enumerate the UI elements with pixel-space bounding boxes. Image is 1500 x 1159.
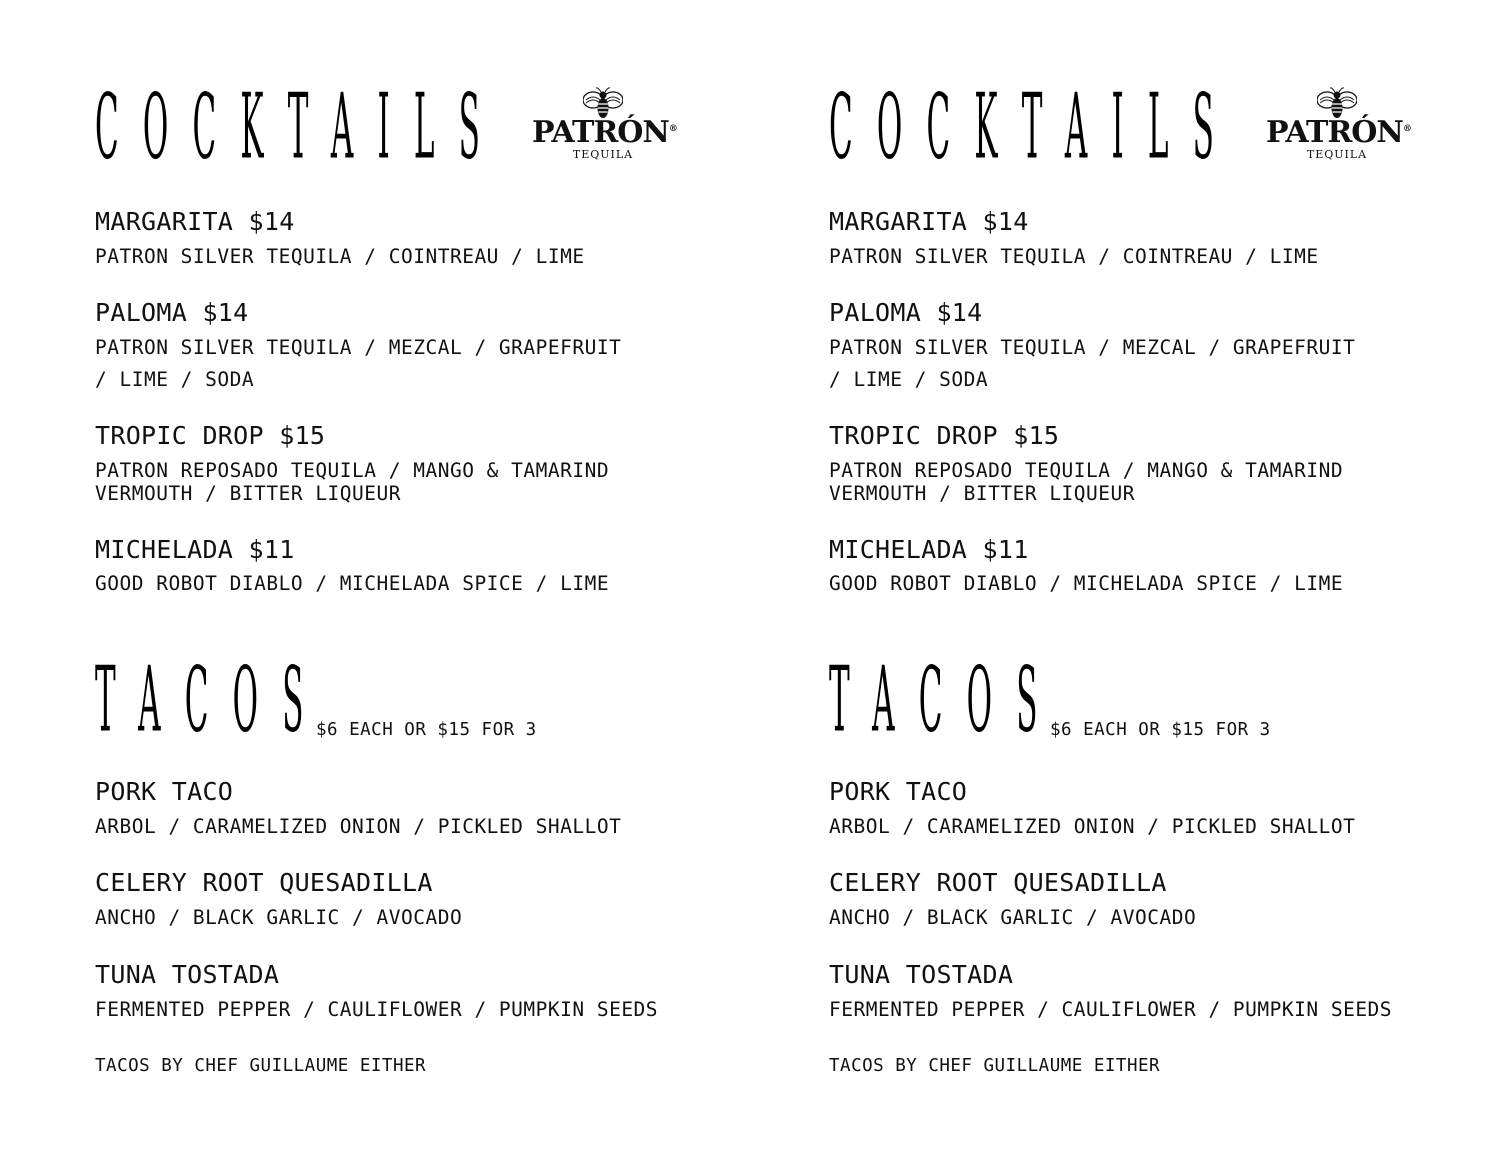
taco-name: TUNA TOSTADA [829, 960, 1014, 989]
taco-description: ARBOL / CARAMELIZED ONION / PICKLED SHALLOT [829, 815, 1356, 838]
cocktails-heading: COCKTAILS [95, 73, 505, 180]
cocktail-description-line: / LIME / SODA [95, 368, 255, 391]
tacos-price-note: $6 EACH OR $15 FOR 3 [1050, 720, 1271, 740]
taco-description: ANCHO / BLACK GARLIC / AVOCADO [95, 906, 463, 929]
cocktail-description: PATRON SILVER TEQUILA / COINTREAU / LIME [829, 245, 1319, 268]
cocktail-description: GOOD ROBOT DIABLO / MICHELADA SPICE / LIME [95, 572, 610, 595]
menu-card-right [829, 0, 1500, 1159]
cocktail-description-line: PATRON REPOSADO TEQUILA / MANGO & TAMARIND [829, 459, 1344, 482]
tacos-heading: TACOS [95, 646, 328, 753]
brand-subtitle: TEQUILA [1306, 148, 1368, 161]
taco-name: TUNA TOSTADA [95, 960, 280, 989]
registered-mark: ® [668, 124, 678, 134]
menu-card-left [95, 0, 795, 1159]
cocktail-name: PALOMA $14 [95, 298, 249, 327]
cocktail-description-line: VERMOUTH / BITTER LIQUEUR [829, 482, 1135, 505]
taco-name: CELERY ROOT QUESADILLA [829, 868, 1167, 897]
brand-name: PATRÓN [532, 115, 669, 150]
taco-description: FERMENTED PEPPER / CAULIFLOWER / PUMPKIN SEEDS [829, 998, 1393, 1021]
cocktail-name: MICHELADA $11 [95, 535, 295, 564]
tacos-price-note: $6 EACH OR $15 FOR 3 [316, 720, 537, 740]
cocktail-name: TROPIC DROP $15 [829, 421, 1060, 450]
cocktails-heading: COCKTAILS [829, 73, 1239, 180]
cocktail-name: TROPIC DROP $15 [95, 421, 326, 450]
cocktail-description-line: PATRON SILVER TEQUILA / MEZCAL / GRAPEFRUIT [95, 336, 622, 359]
taco-description: ANCHO / BLACK GARLIC / AVOCADO [829, 906, 1197, 929]
taco-name: PORK TACO [829, 777, 968, 806]
cocktail-name: MICHELADA $11 [829, 535, 1029, 564]
taco-name: PORK TACO [95, 777, 234, 806]
cocktail-description-line: PATRON REPOSADO TEQUILA / MANGO & TAMARIND [95, 459, 610, 482]
patron-logo [1266, 86, 1412, 172]
patron-logo [532, 86, 678, 172]
cocktail-name: MARGARITA $14 [95, 207, 295, 236]
brand-name: PATRÓN [1266, 115, 1403, 150]
cocktail-name: PALOMA $14 [829, 298, 983, 327]
cocktail-description-line: VERMOUTH / BITTER LIQUEUR [95, 482, 401, 505]
taco-name: CELERY ROOT QUESADILLA [95, 868, 433, 897]
cocktail-description-line: / LIME / SODA [829, 368, 989, 391]
taco-description: ARBOL / CARAMELIZED ONION / PICKLED SHALLOT [95, 815, 622, 838]
cocktail-name: MARGARITA $14 [829, 207, 1029, 236]
cocktail-description: GOOD ROBOT DIABLO / MICHELADA SPICE / LIME [829, 572, 1344, 595]
tacos-heading: TACOS [829, 646, 1062, 753]
cocktail-description: PATRON SILVER TEQUILA / COINTREAU / LIME [95, 245, 585, 268]
chef-credit: TACOS BY CHEF GUILLAUME EITHER [829, 1056, 1161, 1076]
registered-mark: ® [1402, 124, 1412, 134]
chef-credit: TACOS BY CHEF GUILLAUME EITHER [95, 1056, 427, 1076]
brand-subtitle: TEQUILA [572, 148, 634, 161]
taco-description: FERMENTED PEPPER / CAULIFLOWER / PUMPKIN SEEDS [95, 998, 659, 1021]
cocktail-description-line: PATRON SILVER TEQUILA / MEZCAL / GRAPEFRUIT [829, 336, 1356, 359]
